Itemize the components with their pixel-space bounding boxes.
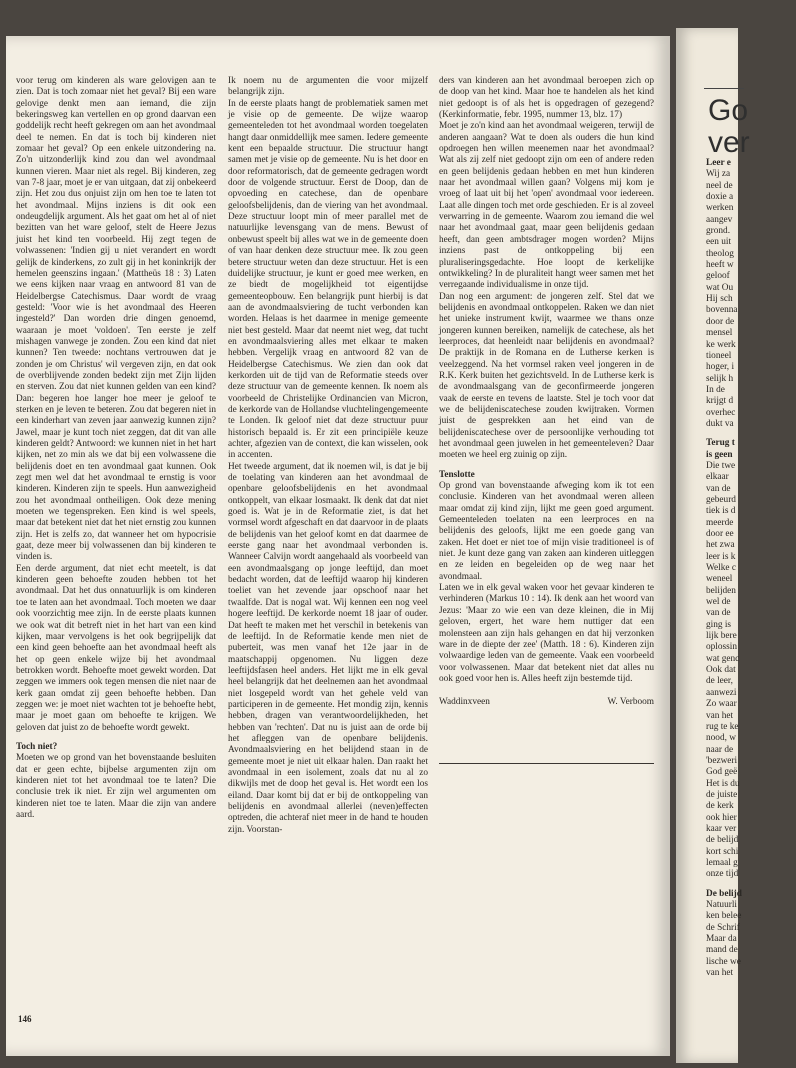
clipped-line: Welke c — [706, 563, 736, 574]
clipped-line: heeft w — [706, 260, 734, 271]
clipped-line: mand de — [706, 945, 738, 956]
clipped-line: is geen — [706, 449, 733, 460]
clipped-line: doxie a — [706, 192, 734, 203]
clipped-line: Terug t — [706, 438, 735, 449]
clipped-line: lijk bere — [706, 631, 737, 642]
clipped-line: tiek is d — [706, 506, 736, 517]
paragraph: ders van kinderen aan het avondmaal beroepen zich op de doop van het kind. Maar hoe te handelen als het kind niet gedoopt is of als het is opgedragen of gezegend? (Kerkinformatie, febr. 1995, nummer 13, blz. 17) — [439, 76, 654, 121]
clipped-line: weneel — [706, 574, 733, 585]
clipped-line: Hij sch — [706, 294, 733, 305]
clipped-line: mensel — [706, 328, 733, 339]
clipped-line: neel de — [706, 180, 733, 191]
column-2 — [228, 76, 428, 836]
paragraph: Moeten we op grond van het bovenstaande besluiten dat er geen echte, bijbelse argumenten zijn om kinderen niet tot het avondmaal toe te laten? Die conclusie trek ik niet. Er zijn wel argumenten om kinderen niet toe te laten. Maar die zijn van andere aard. — [16, 753, 216, 820]
clipped-line: de juiste — [706, 789, 738, 800]
title-rule — [704, 88, 744, 89]
clipped-line: De belijd — [706, 888, 742, 899]
left-page — [6, 36, 670, 1056]
clipped-line: Zo waar — [706, 699, 737, 710]
clipped-line: dukt va — [706, 418, 734, 429]
page-number: 146 — [18, 1014, 32, 1024]
clipped-line: krijgt d — [706, 396, 734, 407]
clipped-line: ke werk — [706, 339, 736, 350]
clipped-line: Maar da — [706, 934, 737, 945]
title-line: Go — [708, 94, 749, 127]
paragraph: Moet je zo'n kind aan het avondmaal weigeren, terwijl de anderen aangaan? Wat te doen als ouders die hun kind opdroegen hen willen meenemen naar het avondmaal? Wat als zij zelf niet gedoopt zijn om een of andere reden en geen belijdenis gedaan hebben en met hun kinderen naar het avondmaal willen gaan? Volgens mij kom je vroeg of laat uit bij het 'open' avondmaal voor iedereen. Laat alle dingen toch met orde geschieden. Er is al zoveel verwarring in de gemeente. Waarom zou iemand die wel naar het avondmaal gaat, maar geen belijdenis gedaan heeft, dan geen ambtsdrager mogen worden? Mijns inziens past de ontkoppeling bij een pluraliseringsgedachte. Hoe loopt de kerkelijke ontwikkeling? In de pluraliteit hangt weer samen met het verregaande individualisme in onze tijd. — [439, 121, 654, 291]
clipped-line: naar de — [706, 744, 734, 755]
clipped-line: door de — [706, 316, 735, 327]
clipped-line: van het — [706, 968, 734, 979]
right-page-text — [706, 158, 796, 979]
clipped-line: belijden — [706, 585, 736, 596]
right-page-title — [708, 96, 750, 160]
clipped-line: wel de — [706, 597, 731, 608]
signature-place: Waddinxveen — [439, 697, 490, 708]
line-gap — [706, 430, 796, 438]
section-heading-tenslotte: Tenslotte — [439, 469, 475, 480]
clipped-line: nood, w — [706, 733, 736, 744]
end-rule — [439, 763, 654, 764]
clipped-line: Die twe — [706, 460, 736, 471]
paragraph: In de eerste plaats hangt de problematiek samen met je visie op de gemeente. De wijze waarop gemeenteleden tot het avondmaal worden toegelaten hangt daar onmiddellijk mee samen. Iedere gemeente kent een bepaalde structuur. Die structuur hangt samen met je visie op de gemeente. Nu is het door en door reformatorisch, dat de gemeente gedragen wordt door de volgende structuur. Eerst de Doop, dan de opvoeding en catechese, dan de openbare geloofsbelijdenis, dan de viering van het avondmaal. Deze structuur loopt min of meer parallel met de natuurlijke levensgang van de mens. Bewust of onbewust speelt bij alles wat we in de gemeente doen of van haar denken deze structuur mee. Ik zou geen betere structuur weten dan deze structuur. Het is een duidelijke structuur, je kunt er goed mee werken, en ze biedt de mogelijkheid tot eigentijdse gemeenteopbouw. Een belangrijk punt hierbij is dat aan de avondmaalsviering de tucht verbonden kan worden. Helaas is het daarmee in menige gemeente niet best gesteld. Maar dat neemt niet weg, dat tucht en avondmaalsviering alles met elkaar te maken hebben. Vergelijk vraag en antwoord 82 van de Heidelbergse Catechismus. We zien dan ook dat kerkorden uit de tijd van de Reformatie steeds over deze structuur van de gemeente kennen. Ik noem als voorbeeld de Christelijke Ordinancien van Micron, de kerkorde van de Hollandse vluchtelingengemeente te Londen. Ik geloof niet dat deze structuur puur historisch bepaald is. Er zit een principiële keuze achter, afgezien van de context, die kan wisselen, ook in accenten. — [228, 98, 428, 461]
clipped-line: leer is k — [706, 551, 736, 562]
clipped-line: bovenna — [706, 305, 738, 316]
clipped-line: door ee — [706, 529, 734, 539]
clipped-line: ging is — [706, 619, 732, 630]
clipped-line: Leer e — [706, 158, 731, 168]
clipped-line: elkaar — [706, 472, 729, 483]
clipped-line: werken — [706, 203, 734, 214]
clipped-line: gebeurd — [706, 494, 736, 505]
clipped-line: van de — [706, 483, 731, 494]
paragraph: Een derde argument, dat niet echt meetelt, is dat kinderen geen behoefte zouden hebben tot het avondmaal. Dat het dus onnatuurlijk is om kinderen toe te laten aan het avondmaal. Toch moeten we daar ook voorzichtig mee zijn. In de eerste plaats kunnen we ook wat dit betreft niet in het hart van een kind kijken, maar vervolgens is het ook begrijpelijk dat een kind geen behoefte aan het avondmaal heeft als het op geen enkele wijze bij het avondmaal betrokken wordt. Behoefte moet gewekt worden. Dat zeggen we immers ook tegen mensen die niet naar de kerk gaan omdat zij geen behoefte hebben. Dan zeggen we: je moet niet wachten tot je behoefte hebt, maar je moet gaan om behoefte te krijgen. We geloven dat juist zo de behoefte wordt gewekt. — [16, 563, 216, 733]
clipped-line: wat Ou — [706, 282, 734, 293]
clipped-line: de Schrif — [706, 922, 740, 933]
clipped-line: aangev — [706, 214, 733, 225]
clipped-line: God geë — [706, 767, 738, 778]
clipped-line: de kerk — [706, 801, 734, 812]
clipped-line: de leer, — [706, 676, 733, 687]
section-heading-toch-niet: Toch niet? — [16, 741, 58, 752]
paragraph: Het tweede argument, dat ik noemen wil, is dat je bij de toelating van kinderen aan het avondmaal de openbare geloofsbelijdenis en het avondmaal ontkoppelt, van elkaar losmaakt. Ik denk dat dat niet goed is. Wat je in de Reformatie ziet, is dat het vormsel wordt afgeschaft en dat daarvoor in de plaats de belijdenis van het geloof komt en dat daarmee de eerste gang naar het avondmaal verbonden is. Wanneer Calvijn wordt aangehaald als voorbeeld van een avondmaalsgang op jonge leeftijd, dan moet bedacht worden, dat de leeftijd waarop hij kinderen toeliet van het zevende jaar opschoof naar het twaalfde. Dat is nogal wat. Wij kennen een nog veel hogere leeftijd. De kerkorde noemt 18 jaar of ouder. Dat heeft te maken met het verschil in betekenis van de leeftijd. In de Reformatie kende men niet de puberteit, was men vanaf het 12e jaar in de maatschappij opgenomen. Nu liggen deze leeftijdsfasen heel anders. Het lijkt me in elk geval heel belangrijk dat het deelnemen aan het avondmaal niet losgepeld wordt van het gehele veld van participeren in de gemeente. Het mondig zijn, kennis hebben, dragen van verantwoordelijkheden, het hebben van 'rechten'. Dat nu is juist aan de orde bij het afleggen van de openbare belijdenis. Avondmaalsviering en het belijdend staan in de gemeente moet je niet uit elkaar halen. Dan raakt het avondmaal in een isolement, zoals dat nu al zo dikwijls met de doop het geval is. Het wordt een los eiland. Daar komt bij dat er bij de ontkoppeling van belijdenis en avondmaal allerlei (neven)effecten optreden, die achteraf niet meer in de hand te houden zijn. Voorstan- — [228, 461, 428, 835]
paragraph: Dan nog een argument: de jongeren zelf. Stel dat we belijdenis en avondmaal ontkoppelen. Raken we dan niet het unieke instrument kwijt, waarmee we thans onze jongeren kunnen bereiken, namelijk de catechese, als het leerproces, dat heenleidt naar belijdenis en avondmaal? De praktijk in de Romana en de Lutherse kerken is veelzeggend. Na het vormsel raken veel jongeren in de R.K. Kerk buiten het gezichtsveld. In de Lutherse kerk is de avondmaalsgang van de geconfirmeerde jongeren vaak de eerste en tevens de laatste. Stel je toch voor dat we de belijdeniscatechese zouden kwijtraken. Vormen juist de gesprekken aan het eind van de belijdeniscatechese over de persoonlijke verhouding tot het avondmaal geen juwelen in het gemeenteleven? Daar moeten we heel erg zuinig op zijn. — [439, 291, 654, 461]
paragraph: Op grond van bovenstaande afweging kom ik tot een conclusie. Kinderen van het avondmaal weren alleen maar omdat zij kind zijn, lijkt me geen goed argument. Gemeenteleden toelaten na een leerproces en na belijdenis des geloofs, lijkt me een goede gang van zaken. Het doet er niet toe of mijn visie traditioneel is of niet. Je kunt deze gang van zaken aan kinderen uitleggen en ze leiden en begeleiden op de weg naar het avondmaal. — [439, 481, 654, 582]
clipped-line: meerde — [706, 517, 734, 528]
title-line: ver — [708, 126, 750, 159]
clipped-line: Ook dat — [706, 665, 736, 676]
right-page — [676, 28, 750, 1063]
paragraph: voor terug om kinderen als ware gelovigen aan te zien. Dat is toch zomaar niet het geval? Bij een ware gelovige denkt men aan iemand, die zijn bekeringsweg kan vertellen en op grond daarvan een goddelijk recht heeft gekregen om aan het avondmaal deel te nemen. En dat is toch bij kinderen niet zomaar het geval? Op een enkele uitzondering na. Zo'n uitzonderlijk kind zou dan wel avondmaal kunnen vieren. Maar niet als regel. Bij kinderen, zeg van 7-8 jaar, moet je er van uitgaan, dat zij onbekeerd zijn. Het zou dus onjuist zijn om hen toe te laten tot het avondmaal. Mijns inziens is dit ook een ondeugdelijk argument. Als het gaat om het al of niet bezitten van het ware geloof, stelt de Heere Jezus juist het kind ten voorbeeld. Hij zegt tegen de volwassenen: 'Indien gij u niet verandert en wordt gelijk de kinderkens, zo zult gij in het koninkrijk der hemelen geenszins ingaan.' (Mattheüs 18 : 3) Laten we eens kijken naar vraag en antwoord 81 van de Heidelbergse Catechismus. Daar wordt de vraag gesteld: 'Voor wie is het avondmaal des Heeren ingesteld?' Dan worden drie dingen genoemd, waaraan je moet 'voldoen'. Ten eerste je zelf mishagen vanwege je zonden. Zou een kind dat niet kunnen? Ten tweede: nochtans vertrouwen dat je zonden je om Christus' wil vergeven zijn, en dat ook de overblijvende zonden bedekt zijn met Zijn lijden en sterven. Zou dat niet kunnen gelden van een kind? Dan: begeren hoe langer hoe meer je geloof te sterken en je leven te beteren. Zou dat begeren niet in een kinderhart van zeven jaar aanwezig kunnen zijn? Jawel, maar je kunt toch niet zeggen, dat dit van alle kinderen geldt? Antwoord: we kunnen niet in het hart kijken, net zo min als we dat bij een volwassene die belijdenis doet en ten avondmaal gaat kunnen. Ook zegt men wel dat het avondmaal te ernstig is voor kinderen. Kinderen zijn te speels. Hun aanwezigheid zou het avondmaal ontheiligen. Ook deze mening moeten we tegenspreken. Een kind is wel speels, maar dat betekent niet dat het niet ernstig zou kunnen zijn. Het is zelfs zo, dat wanneer het om hypocrisie gaat, deze meer bij volwassenen dan bij kinderen te vinden is. — [16, 76, 216, 563]
clipped-line: van de — [706, 608, 731, 619]
clipped-line: 'bezweri — [706, 755, 738, 766]
paragraph: Laten we in elk geval waken voor het gevaar kinderen te verhinderen (Markus 10 : 14). Ik denk aan het woord van Jezus: 'Maar zo wie een van deze kleinen, die in Mij geloven, ergert, het ware hem nuttiger dat een molensteen aan zijn hals gehangen en dat hij verzonken ware in de diepte der zee' (Matth. 18 : 6). Kinderen zijn volwaardige leden van de gemeente. Vaak een voorbeeld voor volwassenen. Maar dat betekent niet dat alles nu ook goed voor hen is. Alles heeft zijn bestemde tijd. — [439, 583, 654, 684]
clipped-line: aanwezi — [706, 687, 737, 698]
clipped-line: onze tijd — [706, 869, 739, 880]
clipped-line: theolog — [706, 248, 734, 259]
clipped-line: ken belee — [706, 911, 742, 922]
clipped-line: het zwa — [706, 540, 735, 551]
clipped-line: Het is du — [706, 778, 740, 789]
clipped-line: rug te ke — [706, 721, 739, 732]
clipped-line: Natuurli — [706, 900, 737, 910]
column-1 — [16, 76, 216, 821]
clipped-line: van het — [706, 710, 734, 721]
clipped-line: grond. — [706, 226, 731, 237]
clipped-line: oplossin — [706, 642, 737, 653]
clipped-line: selijk h — [706, 373, 734, 384]
clipped-line: lemaal g — [706, 857, 738, 868]
clipped-line: wat genc — [706, 653, 740, 664]
clipped-line: tioneel — [706, 350, 732, 361]
clipped-line: de belijd — [706, 835, 739, 846]
clipped-line: Wij za — [706, 169, 731, 180]
clipped-line: lische we — [706, 956, 741, 967]
clipped-line: ook hier — [706, 812, 737, 823]
signature — [439, 697, 654, 708]
clipped-line: kaar ver — [706, 823, 737, 834]
clipped-line: kort schi — [706, 846, 739, 857]
paragraph: Ik noem nu de argumenten die voor mijzelf belangrijk zijn. — [228, 76, 428, 98]
clipped-line: overhec — [706, 407, 736, 418]
clipped-line: hoger, i — [706, 362, 735, 373]
clipped-line: een uit — [706, 237, 732, 248]
signature-name: W. Verboom — [607, 697, 654, 708]
line-gap — [706, 881, 796, 889]
clipped-line: geloof — [706, 271, 730, 282]
column-3 — [439, 76, 654, 764]
clipped-line: In de — [706, 384, 725, 395]
